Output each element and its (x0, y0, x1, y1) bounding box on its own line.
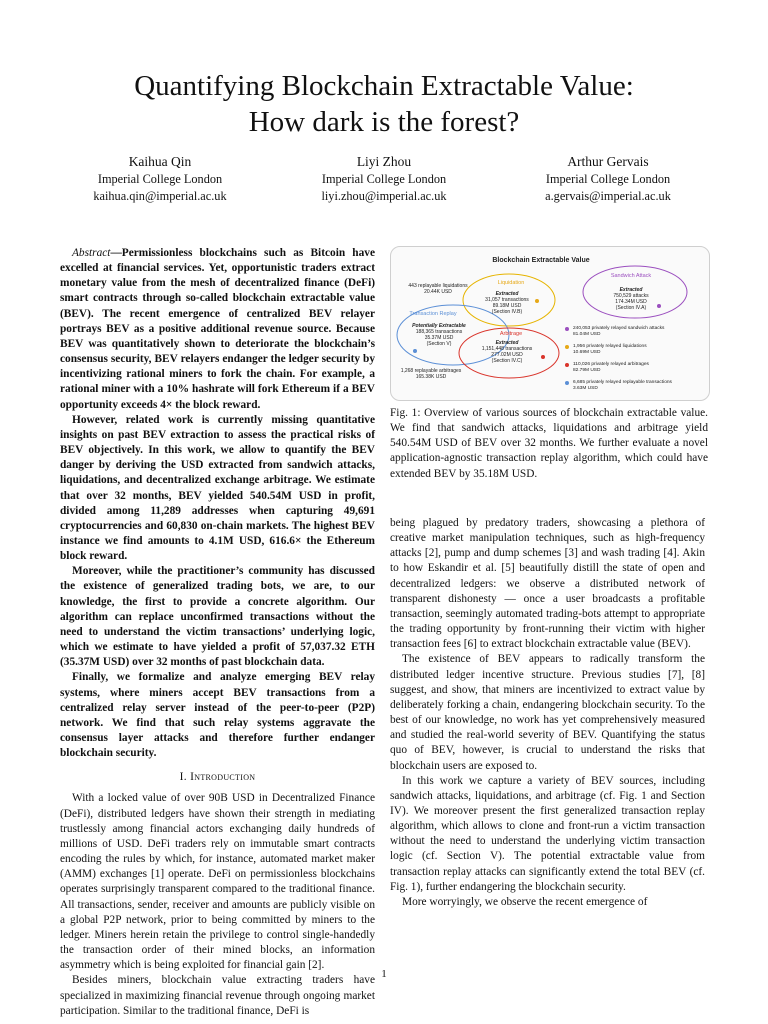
arbitrage-private-dot (541, 355, 545, 359)
right-paragraph-3: In this work we capture a variety of BEV sources, including sandwich attacks, liquidations, and arbitrage (cf. Fig. 1 and Section IV). We moreover present the first generalized transaction replay algorithm, which allows to clone and front-run a victim transaction without the need to understand the underlying victim transaction logic (cf. Section V). The potential extractable value from transaction replay attacks can significantly extend the total BEV (cf. Fig. 1), further endangering the blockchain security. (390, 774, 705, 893)
replay-private-dot (413, 349, 417, 353)
potential-4: (Section V) (426, 341, 452, 347)
right-paragraph-1: being plagued by predatory traders, showcasing a plethora of creative market manipulation techniques, such as high-frequency attacks [2], pump and dump schemes [3] and wash trading [4]. Akin to how Eskandir et al. [5] beautifully distill the state of open and decentralized ledgers: we observe a distributed network of transparent dishonesty — once a user broadcasts a profitable transaction, seemingly automated trading-bots attempt to appropriate the trading opportunity by front-running their victim with higher transaction fees [6] to extract blockchain extractable value (BEV). (390, 517, 705, 651)
author-email: liyi.zhou@imperial.ac.uk (321, 189, 447, 203)
arb-extracted-1: Extracted (495, 340, 519, 346)
legend-sandwich-1: 240,053 privately relayed sandwich attacks (573, 326, 665, 331)
legend-replay-2: 3.63M USD (573, 386, 598, 391)
potential-1: Potentially Extractable (412, 323, 466, 329)
liquidation-private-dot (535, 299, 539, 303)
author-affiliation: Imperial College London (321, 172, 447, 186)
legend-dot-arbitrage (565, 363, 569, 367)
author-affiliation: Imperial College London (97, 172, 223, 186)
author-affiliation: Imperial College London (545, 172, 671, 186)
legend-liquidation-2: 10.69M USD (573, 350, 601, 355)
left-column (60, 246, 375, 1019)
author-name: Kaihua Qin (128, 154, 192, 169)
arb-extracted-4: (Section IV.C) (491, 358, 523, 364)
paper-title (0, 68, 768, 140)
abstract (60, 246, 375, 761)
arbitrage-label: Arbitrage (499, 331, 523, 337)
abstract-paragraph-1: —Permissionless blockchains such as Bitcoin have excelled at financial services. Yet, opportunistic traders extract monetary value from the mesh of decentralized finance (DeFi) smart contracts through so-called blockchain extractable value (BEV). The recent emergence of centralized BEV relayer portrays BEV as a positive additional revenue source. Because BEV was quantitatively shown to deteriorate the blockchain’s consensus security, BEV relayers endanger the ledger security by incentivizing rational miners to fork the chain. For example, a rational miner with a 10% hashrate will fork Ethereum if a BEV opportunity exceeds 4× the block reward. (60, 247, 375, 411)
legend (565, 325, 673, 391)
section-number: I. (179, 771, 187, 784)
author-1 (60, 153, 260, 205)
section-heading-introduction (60, 770, 375, 785)
introduction-body (60, 791, 375, 1018)
author-2 (284, 153, 484, 205)
sw-extracted-1: Extracted (619, 287, 643, 293)
page-number: 1 (381, 968, 387, 980)
figure-1-caption: Fig. 1: Overview of various sources of blockchain extractable value. We find that sandwich attacks, liquidations and arbitrage yield 540.54M USD of BEV over 32 months. We further evaluate a novel application-agnostic transaction replay algorithm, which could have extended BEV by 35.18M USD. (390, 407, 708, 480)
sw-extracted-4: (Section IV.A) (615, 305, 647, 311)
legend-dot-sandwich (565, 327, 569, 331)
author-3 (508, 153, 708, 205)
right-paragraph-4: More worryingly, we observe the recent emergence of (402, 895, 648, 908)
legend-dot-replay (565, 381, 569, 385)
replay-label: Transaction Replay (409, 311, 457, 317)
abstract-paragraph-2: However, related work is currently missing quantitative insights on past BEV extraction to assess the practical risks of BEV objectively. In this work, we allow to quantify the BEV danger by deriving the USD extracted from sandwich attacks, liquidations, and decentralized exchange arbitrage. We estimate that over 32 months, BEV yielded 540.54M USD in profit, divided among 11,289 addresses when capturing 49,691 cryptocurrencies and 60,830 on-chain markets. The highest BEV instance we find amounts to 4.1M USD, 616.6× the Ethereum block reward. (60, 413, 375, 563)
title-line-2: How dark is the forest? (248, 106, 520, 138)
bev-venn-diagram (391, 247, 709, 400)
legend-replay-1: 6,685 privately relayed replayable transactions (573, 380, 672, 385)
replay-liq-text-2: 20.44K USD (424, 289, 452, 295)
potential-3: 35.37M USD (424, 335, 454, 341)
right-column (390, 516, 705, 910)
legend-liquidation-1: 1,956 privately relayed liquidations (573, 344, 647, 349)
liq-extracted-3: 89.18M USD (492, 303, 522, 309)
sandwich-private-dot (657, 304, 661, 308)
section-title: Introduction (190, 771, 256, 784)
author-name: Arthur Gervais (567, 154, 649, 169)
legend-arbitrage-1: 110,026 privately relayed arbitrages (573, 362, 649, 367)
abstract-label: Abstract (72, 247, 111, 259)
liq-extracted-1: Extracted (495, 291, 519, 297)
liq-extracted-2: 31,057 transactions (485, 297, 529, 303)
replay-arb-text-2: 165.38K USD (415, 374, 447, 380)
right-paragraph-2: The existence of BEV appears to radically transform the distributed ledger incentive structure. Previous studies [7], [8] suggest, and show, that miners are incentivized to extract value by deliberately forking a chain, endangering blockchain security. To the best of our knowledge, no work has yet comprehensively measured and studied the real-world severity of BEV. Quantifying the status quo of BEV, however, is crucial to understand the risks that blockchain users are exposed to. (390, 653, 705, 772)
arb-extracted-3: 277.02M USD (491, 352, 523, 358)
legend-dot-liquidation (565, 345, 569, 349)
author-list (60, 153, 708, 205)
replay-arb-text-1: 1,268 replayable arbitrages (400, 368, 462, 374)
sandwich-label: Sandwich Attack (610, 273, 652, 279)
liquidation-label: Liquidation (497, 280, 525, 286)
legend-sandwich-2: 81.04M USD (573, 332, 601, 337)
figure-title: Blockchain Extractable Value (492, 257, 590, 264)
abstract-paragraph-3: Moreover, while the practitioner’s community has discussed the existence of generalized trading bots, we are, to our knowledge, the first to provide a concrete algorithm. Our algorithm can replace unconfirmed transactions without the need to understand the victim transactions’ underlying logic, which we estimate to have yielded a profit of 57,037.32 ETH (35.37M USD) over 32 months of past blockchain data. (60, 565, 375, 669)
sw-extracted-2: 750,529 attacks (613, 293, 649, 299)
author-email: a.gervais@imperial.ac.uk (545, 189, 671, 203)
potential-2: 188,365 transactions (415, 329, 463, 335)
sw-extracted-3: 174.34M USD (615, 299, 647, 305)
abstract-paragraph-4: Finally, we formalize and analyze emerging BEV relay systems, where miners accept BEV transactions from a centralized relay server instead of the peer-to-peer (P2P) network. We find that such relay systems aggravate the consensus layer attacks and therefore further endanger blockchain security. (60, 671, 375, 760)
legend-arbitrage-2: 82.79M USD (573, 368, 601, 373)
figure-1 (390, 246, 710, 401)
replay-liq-text-1: 443 replayable liquidations (408, 283, 468, 289)
arb-extracted-2: 1,151,448 transactions (481, 346, 533, 352)
author-name: Liyi Zhou (356, 154, 412, 169)
title-line-1: Quantifying Blockchain Extractable Value: (134, 70, 634, 102)
liq-extracted-4: (Section IV.B) (491, 309, 523, 315)
author-email: kaihua.qin@imperial.ac.uk (93, 189, 227, 203)
intro-paragraph-2: Besides miners, blockchain value extracting traders have specialized in maximizing financial revenue through ongoing market participation. Similar to the traditional finance, DeFi is (60, 974, 375, 1017)
intro-paragraph-1: With a locked value of over 90B USD in Decentralized Finance (DeFi), distributed ledgers have shown their strength in mediating trustlessly among financial actors exchanging daily hundreds of millions of USD. DeFi traders rely on immutable smart contracts encoding the rules by which, for instance, automated market maker (AMM) exchanges [1] operate. DeFi on permissionless blockchains operates surprisingly transparent compared to the traditional finance. All transactions, sender, receiver and amounts are publicly visible on a global P2P network, prior to being committed by miners to the ledger. Miners herein retain the privilege to control single-handedly the transaction order of their mined blocks, an information asymmetry which is being exploited for financial gain [2]. (60, 792, 375, 972)
